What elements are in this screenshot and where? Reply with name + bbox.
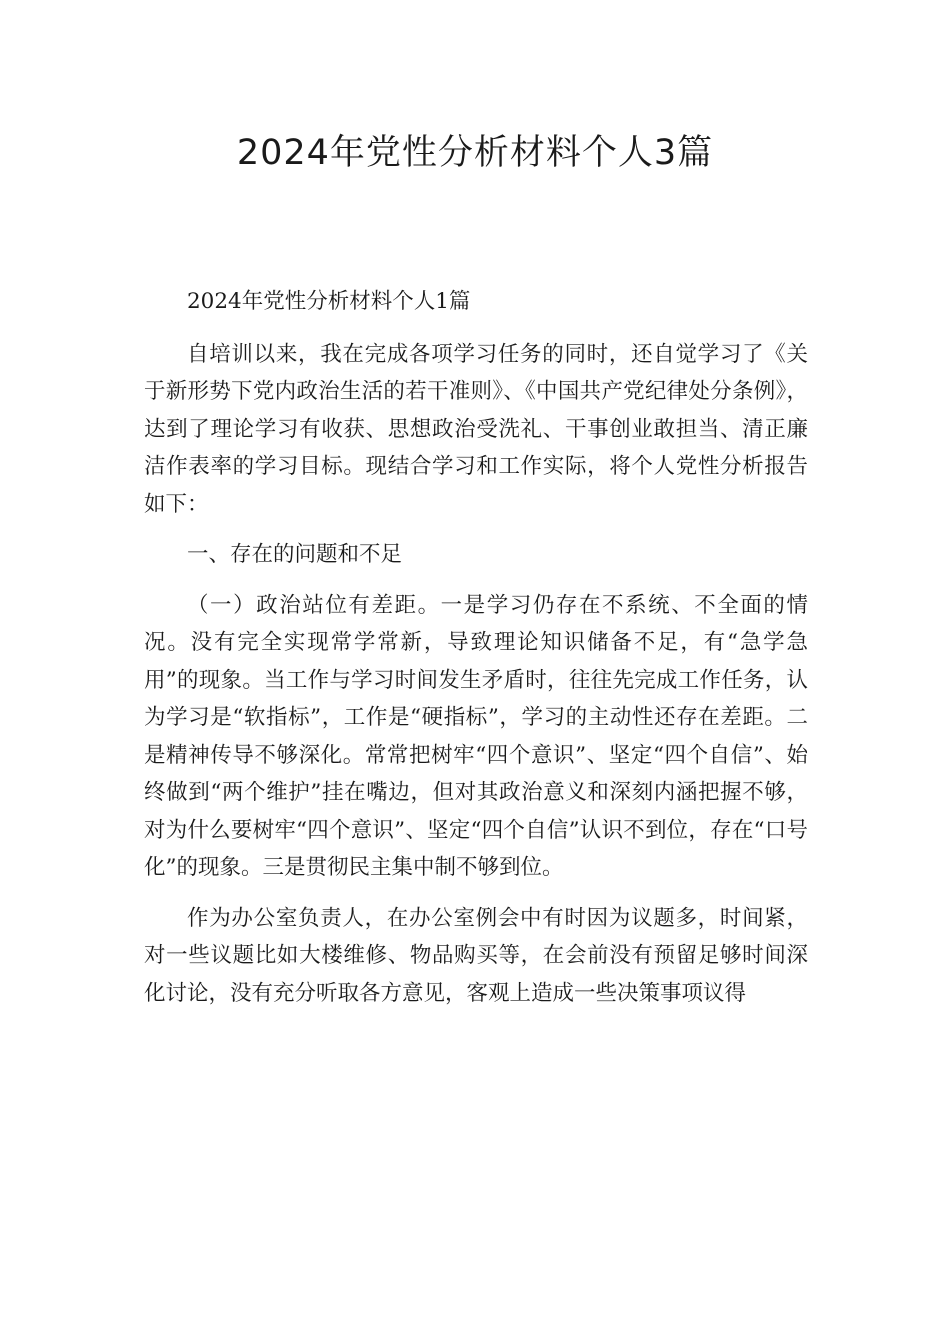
paragraph-political-stance: （一）政治站位有差距。一是学习仍存在不系统、不全面的情况。没有完全实现常学常新，导致理论知识储备不足，有“急学急用”的现象。当工作与学习时间发生矛盾时，往往先完成工作任务，认为学习是“软指标”，工作是“硬指标”，学习的主动性还存在差距。二是精神传导不够深化。常常把树牢“四个意识”、坚定“四个自信”、始终做到“两个维护”挂在嘴边，但对其政治意义和深刻内涵把握不够，对为什么要树牢“四个意识”、坚定“四个自信”认识不到位，存在“口号化”的现象。三是贯彻民主集中制不够到位。 xyxy=(144,592,809,880)
section-heading-problems: 一、存在的问题和不足 xyxy=(187,542,403,567)
document-title: 2024年党性分析材料个人3篇 xyxy=(236,133,714,173)
paragraph-intro: 自培训以来，我在完成各项学习任务的同时，还自觉学习了《关于新形势下党内政治生活的若干准则》、《中国共产党纪律处分条例》，达到了理论学习有收获、思想政治受洗礼、干事创业敢担当、清正廉洁作表率的学习目标。现结合学习和工作实际，将个人党性分析报告如下： xyxy=(144,341,808,517)
paragraph-office-head: 作为办公室负责人，在办公室例会中有时因为议题多，时间紧，对一些议题比如大楼维修、物品购买等，在会前没有预留足够时间深化讨论，没有充分听取各方意见，客观上造成一些决策事项议得 xyxy=(144,905,808,1006)
section-subtitle: 2024年党性分析材料个人1篇 xyxy=(187,289,471,314)
document-body xyxy=(144,283,808,1012)
